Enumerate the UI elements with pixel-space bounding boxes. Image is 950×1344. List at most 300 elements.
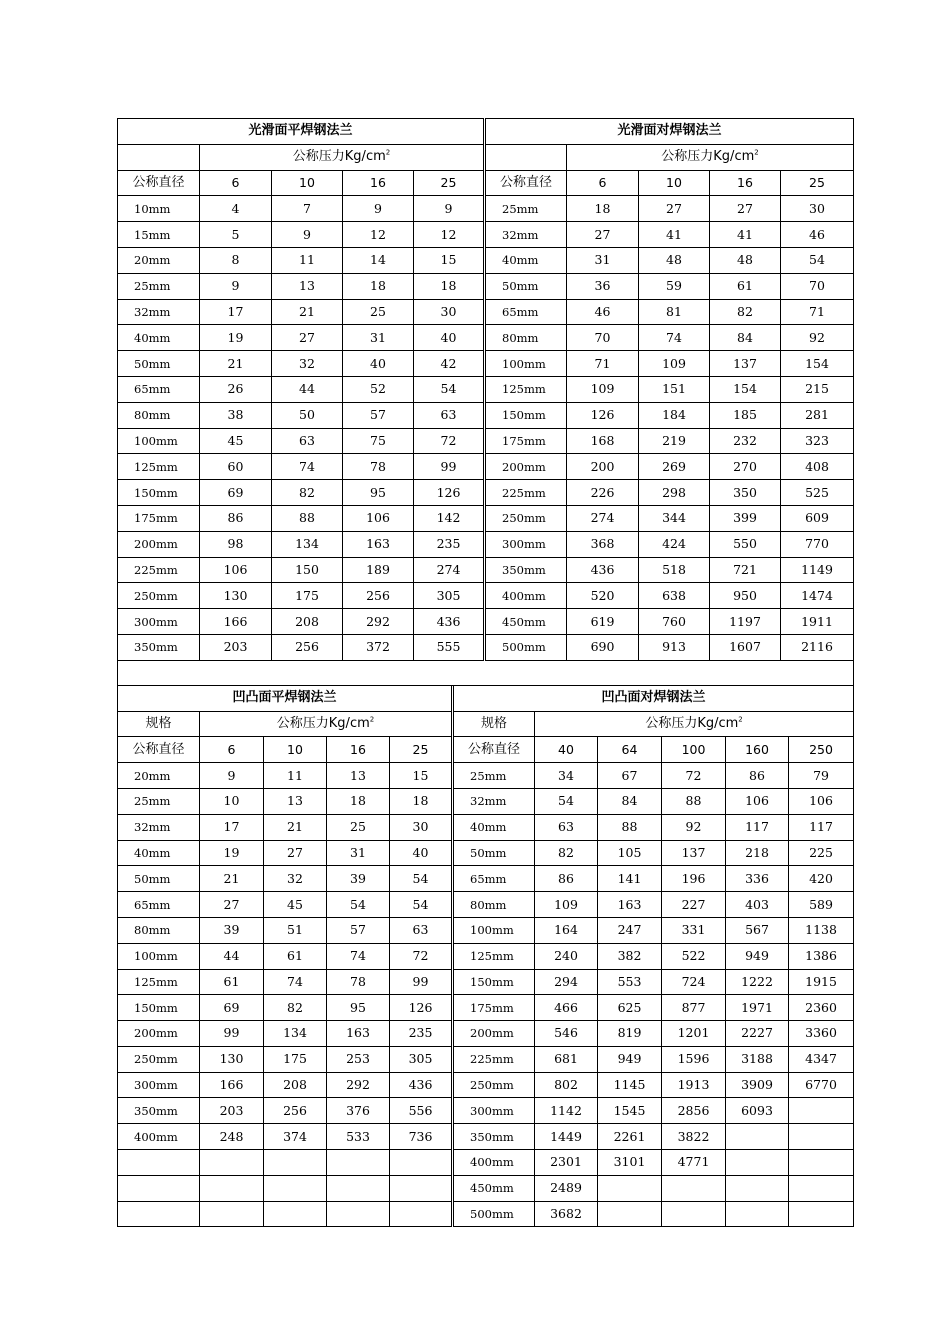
weight-cell: 18 — [567, 196, 639, 222]
nominal-diameter-cell: 100mm — [118, 428, 200, 454]
weight-cell: 9 — [414, 196, 485, 222]
weight-cell: 18 — [390, 788, 453, 814]
nominal-diameter-header: 公称直径 — [453, 737, 535, 763]
nominal-diameter-cell: 25mm — [453, 763, 535, 789]
weight-cell: 106 — [343, 505, 414, 531]
weight-cell: 61 — [710, 273, 781, 299]
weight-cell: 208 — [264, 1072, 327, 1098]
nominal-diameter-cell: 100mm — [485, 351, 567, 377]
blank-cell — [118, 144, 200, 170]
weight-cell: 323 — [781, 428, 854, 454]
weight-cell: 63 — [535, 814, 598, 840]
nominal-diameter-cell: 400mm — [453, 1150, 535, 1176]
weight-cell: 189 — [343, 557, 414, 583]
weight-cell: 1474 — [781, 583, 854, 609]
table-row — [118, 1175, 854, 1201]
nominal-diameter-cell: 175mm — [453, 995, 535, 1021]
smooth-flat-weld-title: 光滑面平焊钢法兰 — [118, 119, 485, 145]
nominal-diameter-cell — [118, 1201, 200, 1227]
weight-cell: 31 — [327, 840, 390, 866]
weight-cell — [598, 1175, 662, 1201]
weight-cell — [789, 1098, 854, 1124]
weight-cell: 18 — [343, 273, 414, 299]
weight-cell: 72 — [662, 763, 726, 789]
weight-cell: 54 — [781, 247, 854, 273]
table-row — [118, 531, 854, 557]
pressure-value: 25 — [390, 737, 453, 763]
table-row — [118, 866, 854, 892]
weight-cell: 95 — [327, 995, 390, 1021]
nominal-diameter-cell: 150mm — [485, 402, 567, 428]
table-row — [118, 814, 854, 840]
nominal-diameter-cell: 80mm — [118, 402, 200, 428]
table-row — [118, 943, 854, 969]
nominal-diameter-cell: 50mm — [485, 273, 567, 299]
weight-cell: 256 — [264, 1098, 327, 1124]
weight-cell: 99 — [200, 1021, 264, 1047]
nominal-diameter-cell: 32mm — [485, 222, 567, 248]
table-row — [118, 325, 854, 351]
pressure-label: 公称压力$Kg/cm^2$ — [200, 711, 453, 737]
nominal-diameter-cell: 40mm — [118, 325, 200, 351]
weight-cell: 74 — [327, 943, 390, 969]
nominal-diameter-cell: 50mm — [118, 866, 200, 892]
weight-cell: 553 — [598, 969, 662, 995]
weight-cell: 126 — [414, 480, 485, 506]
weight-cell: 34 — [535, 763, 598, 789]
nominal-diameter-cell: 200mm — [118, 531, 200, 557]
weight-cell: 3909 — [726, 1072, 789, 1098]
table-row — [118, 1124, 854, 1150]
table-row — [118, 995, 854, 1021]
table-row — [118, 634, 854, 660]
weight-cell — [789, 1175, 854, 1201]
nominal-diameter-cell: 300mm — [453, 1098, 535, 1124]
weight-cell: 63 — [272, 428, 343, 454]
pressure-value: 16 — [327, 737, 390, 763]
weight-cell: 9 — [343, 196, 414, 222]
table-row — [118, 480, 854, 506]
nominal-diameter-cell: 350mm — [485, 557, 567, 583]
weight-cell: 40 — [414, 325, 485, 351]
weight-cell: 59 — [639, 273, 710, 299]
weight-cell: 226 — [567, 480, 639, 506]
nominal-diameter-cell: 65mm — [485, 299, 567, 325]
nominal-diameter-cell: 40mm — [118, 840, 200, 866]
weight-cell: 109 — [639, 351, 710, 377]
weight-cell: 949 — [726, 943, 789, 969]
title-row — [118, 119, 854, 145]
weight-cell: 69 — [200, 480, 272, 506]
weight-cell: 30 — [390, 814, 453, 840]
weight-cell: 134 — [272, 531, 343, 557]
raised-face-flange-table — [117, 685, 854, 1228]
weight-cell: 248 — [200, 1124, 264, 1150]
nominal-diameter-cell: 200mm — [485, 454, 567, 480]
pressure-value: 16 — [343, 170, 414, 196]
weight-cell: 154 — [710, 376, 781, 402]
table-row — [118, 299, 854, 325]
weight-cell: 3360 — [789, 1021, 854, 1047]
weight-cell: 368 — [567, 531, 639, 557]
weight-cell — [390, 1201, 453, 1227]
weight-cell: 9 — [272, 222, 343, 248]
weight-cell: 74 — [272, 454, 343, 480]
weight-cell: 376 — [327, 1098, 390, 1124]
weight-cell: 82 — [272, 480, 343, 506]
weight-cell: 54 — [327, 892, 390, 918]
table-row — [118, 402, 854, 428]
weight-cell: 48 — [710, 247, 781, 273]
weight-cell: 4347 — [789, 1046, 854, 1072]
weight-cell — [390, 1150, 453, 1176]
weight-cell: 17 — [200, 814, 264, 840]
weight-cell: 372 — [343, 634, 414, 660]
weight-cell: 54 — [390, 892, 453, 918]
weight-cell: 232 — [710, 428, 781, 454]
weight-cell: 21 — [264, 814, 327, 840]
weight-cell: 50 — [272, 402, 343, 428]
weight-cell: 32 — [272, 351, 343, 377]
nominal-diameter-cell: 25mm — [485, 196, 567, 222]
weight-cell: 269 — [639, 454, 710, 480]
pressure-value: 25 — [781, 170, 854, 196]
weight-cell: 9 — [200, 273, 272, 299]
weight-cell: 92 — [662, 814, 726, 840]
weight-cell: 219 — [639, 428, 710, 454]
nominal-diameter-cell: 350mm — [118, 1098, 200, 1124]
weight-cell: 42 — [414, 351, 485, 377]
weight-cell: 525 — [781, 480, 854, 506]
weight-cell: 203 — [200, 1098, 264, 1124]
weight-cell: 256 — [272, 634, 343, 660]
weight-cell: 550 — [710, 531, 781, 557]
nominal-diameter-cell: 450mm — [453, 1175, 535, 1201]
nominal-diameter-cell: 125mm — [118, 969, 200, 995]
weight-cell: 88 — [272, 505, 343, 531]
weight-cell: 681 — [535, 1046, 598, 1072]
nominal-diameter-cell: 65mm — [118, 892, 200, 918]
weight-cell: 54 — [535, 788, 598, 814]
weight-cell: 32 — [264, 866, 327, 892]
weight-cell: 1913 — [662, 1072, 726, 1098]
spec-label: 规格 — [118, 711, 200, 737]
weight-cell: 294 — [535, 969, 598, 995]
weight-cell: 344 — [639, 505, 710, 531]
weight-cell — [726, 1124, 789, 1150]
weight-cell: 208 — [272, 609, 343, 635]
weight-cell: 567 — [726, 917, 789, 943]
weight-cell — [264, 1175, 327, 1201]
table-row — [118, 428, 854, 454]
weight-cell — [726, 1175, 789, 1201]
weight-cell: 2227 — [726, 1021, 789, 1047]
weight-cell — [264, 1150, 327, 1176]
nominal-diameter-cell: 175mm — [118, 505, 200, 531]
weight-cell — [662, 1175, 726, 1201]
pressure-header-row — [118, 737, 854, 763]
table-row — [118, 609, 854, 635]
weight-cell: 3822 — [662, 1124, 726, 1150]
weight-cell: 436 — [414, 609, 485, 635]
weight-cell: 31 — [567, 247, 639, 273]
weight-cell: 1545 — [598, 1098, 662, 1124]
weight-cell: 92 — [781, 325, 854, 351]
weight-cell: 3101 — [598, 1150, 662, 1176]
weight-cell: 556 — [390, 1098, 453, 1124]
weight-cell: 235 — [414, 531, 485, 557]
table-row — [118, 1072, 854, 1098]
table-row — [118, 557, 854, 583]
raised-flat-weld-title: 凹凸面平焊钢法兰 — [118, 685, 453, 711]
weight-cell: 4771 — [662, 1150, 726, 1176]
weight-cell: 99 — [390, 969, 453, 995]
weight-cell: 41 — [639, 222, 710, 248]
weight-cell: 26 — [200, 376, 272, 402]
weight-cell: 15 — [414, 247, 485, 273]
weight-cell: 70 — [567, 325, 639, 351]
nominal-diameter-cell: 400mm — [118, 1124, 200, 1150]
weight-cell — [200, 1201, 264, 1227]
weight-cell: 82 — [710, 299, 781, 325]
weight-cell: 12 — [414, 222, 485, 248]
weight-cell: 45 — [200, 428, 272, 454]
pressure-label: 公称压力$Kg/cm^2$ — [567, 144, 854, 170]
table-row — [118, 1150, 854, 1176]
nominal-diameter-cell: 225mm — [485, 480, 567, 506]
weight-cell: 2116 — [781, 634, 854, 660]
weight-cell: 436 — [390, 1072, 453, 1098]
table-row — [118, 454, 854, 480]
table-row — [118, 788, 854, 814]
nominal-diameter-cell: 300mm — [485, 531, 567, 557]
weight-cell: 274 — [414, 557, 485, 583]
blank-cell — [118, 660, 854, 685]
weight-cell — [390, 1175, 453, 1201]
weight-cell: 74 — [264, 969, 327, 995]
table-row — [118, 892, 854, 918]
table-row — [118, 1098, 854, 1124]
weight-cell: 200 — [567, 454, 639, 480]
weight-cell: 151 — [639, 376, 710, 402]
weight-cell: 2261 — [598, 1124, 662, 1150]
nominal-diameter-cell: 20mm — [118, 763, 200, 789]
weight-cell: 54 — [390, 866, 453, 892]
weight-cell: 10 — [200, 788, 264, 814]
weight-cell: 109 — [535, 892, 598, 918]
weight-cell: 51 — [264, 917, 327, 943]
weight-cell: 31 — [343, 325, 414, 351]
weight-cell: 14 — [343, 247, 414, 273]
weight-cell: 86 — [535, 866, 598, 892]
weight-cell: 17 — [200, 299, 272, 325]
weight-cell — [327, 1175, 390, 1201]
weight-cell: 215 — [781, 376, 854, 402]
weight-cell: 166 — [200, 1072, 264, 1098]
weight-cell: 336 — [726, 866, 789, 892]
nominal-diameter-cell: 10mm — [118, 196, 200, 222]
nominal-diameter-cell: 32mm — [118, 814, 200, 840]
spec-label: 规格 — [453, 711, 535, 737]
weight-cell: 13 — [272, 273, 343, 299]
weight-cell: 203 — [200, 634, 272, 660]
weight-cell: 420 — [789, 866, 854, 892]
table-row — [118, 247, 854, 273]
weight-cell: 168 — [567, 428, 639, 454]
weight-cell: 350 — [710, 480, 781, 506]
weight-cell: 67 — [598, 763, 662, 789]
weight-cell: 105 — [598, 840, 662, 866]
nominal-diameter-header: 公称直径 — [485, 170, 567, 196]
weight-cell: 63 — [414, 402, 485, 428]
table-row — [118, 351, 854, 377]
weight-cell: 82 — [264, 995, 327, 1021]
weight-cell: 3682 — [535, 1201, 598, 1227]
weight-cell: 1971 — [726, 995, 789, 1021]
nominal-diameter-cell: 32mm — [453, 788, 535, 814]
weight-cell: 6770 — [789, 1072, 854, 1098]
weight-cell: 609 — [781, 505, 854, 531]
weight-cell: 305 — [414, 583, 485, 609]
weight-cell: 57 — [343, 402, 414, 428]
weight-cell: 44 — [200, 943, 264, 969]
weight-cell: 382 — [598, 943, 662, 969]
weight-cell: 2489 — [535, 1175, 598, 1201]
nominal-diameter-cell: 300mm — [118, 1072, 200, 1098]
weight-cell: 9 — [200, 763, 264, 789]
weight-cell: 86 — [200, 505, 272, 531]
weight-cell: 466 — [535, 995, 598, 1021]
weight-cell: 949 — [598, 1046, 662, 1072]
pressure-value: 160 — [726, 737, 789, 763]
weight-cell: 163 — [343, 531, 414, 557]
weight-cell: 71 — [567, 351, 639, 377]
pressure-value: 250 — [789, 737, 854, 763]
weight-cell: 75 — [343, 428, 414, 454]
weight-cell: 11 — [264, 763, 327, 789]
weight-cell — [726, 1201, 789, 1227]
weight-cell: 305 — [390, 1046, 453, 1072]
nominal-diameter-cell: 100mm — [118, 943, 200, 969]
weight-cell: 27 — [200, 892, 264, 918]
weight-cell: 88 — [598, 814, 662, 840]
weight-cell: 247 — [598, 917, 662, 943]
weight-cell: 533 — [327, 1124, 390, 1150]
smooth-butt-weld-title: 光滑面对焊钢法兰 — [485, 119, 854, 145]
weight-cell: 2301 — [535, 1150, 598, 1176]
weight-cell: 40 — [343, 351, 414, 377]
weight-cell: 61 — [264, 943, 327, 969]
weight-cell: 78 — [327, 969, 390, 995]
weight-cell: 256 — [343, 583, 414, 609]
nominal-diameter-cell: 125mm — [485, 376, 567, 402]
weight-cell — [789, 1201, 854, 1227]
weight-cell: 7 — [272, 196, 343, 222]
weight-cell: 819 — [598, 1021, 662, 1047]
pressure-label-row — [118, 711, 854, 737]
weight-cell: 46 — [567, 299, 639, 325]
weight-cell: 134 — [264, 1021, 327, 1047]
weight-cell: 41 — [710, 222, 781, 248]
weight-cell: 109 — [567, 376, 639, 402]
raised-butt-weld-title: 凹凸面对焊钢法兰 — [453, 685, 854, 711]
weight-cell: 72 — [414, 428, 485, 454]
weight-cell: 3188 — [726, 1046, 789, 1072]
weight-cell: 1386 — [789, 943, 854, 969]
weight-cell: 30 — [781, 196, 854, 222]
weight-cell: 78 — [343, 454, 414, 480]
weight-cell: 802 — [535, 1072, 598, 1098]
weight-cell: 18 — [414, 273, 485, 299]
weight-cell — [327, 1201, 390, 1227]
nominal-diameter-cell: 225mm — [453, 1046, 535, 1072]
weight-cell: 331 — [662, 917, 726, 943]
smooth-face-flange-table — [117, 118, 854, 686]
nominal-diameter-cell: 65mm — [453, 866, 535, 892]
weight-cell: 770 — [781, 531, 854, 557]
weight-cell: 52 — [343, 376, 414, 402]
nominal-diameter-cell: 500mm — [485, 634, 567, 660]
weight-cell: 18 — [327, 788, 390, 814]
weight-cell: 196 — [662, 866, 726, 892]
weight-cell: 240 — [535, 943, 598, 969]
weight-cell: 106 — [789, 788, 854, 814]
nominal-diameter-cell: 250mm — [118, 1046, 200, 1072]
weight-cell: 589 — [789, 892, 854, 918]
weight-cell: 520 — [567, 583, 639, 609]
weight-cell: 27 — [272, 325, 343, 351]
nominal-diameter-header: 公称直径 — [118, 170, 200, 196]
weight-cell: 522 — [662, 943, 726, 969]
weight-cell: 84 — [710, 325, 781, 351]
weight-cell: 2856 — [662, 1098, 726, 1124]
weight-cell: 736 — [390, 1124, 453, 1150]
nominal-diameter-cell: 200mm — [453, 1021, 535, 1047]
weight-cell: 39 — [200, 917, 264, 943]
weight-cell: 227 — [662, 892, 726, 918]
pressure-value: 6 — [567, 170, 639, 196]
weight-cell: 1197 — [710, 609, 781, 635]
weight-cell: 270 — [710, 454, 781, 480]
table-row — [118, 505, 854, 531]
weight-cell: 1201 — [662, 1021, 726, 1047]
weight-cell: 40 — [390, 840, 453, 866]
weight-cell: 292 — [327, 1072, 390, 1098]
pressure-label: 公称压力$Kg/cm^2$ — [535, 711, 854, 737]
nominal-diameter-cell: 20mm — [118, 247, 200, 273]
weight-cell: 163 — [327, 1021, 390, 1047]
weight-cell: 142 — [414, 505, 485, 531]
nominal-diameter-cell: 125mm — [118, 454, 200, 480]
weight-cell: 877 — [662, 995, 726, 1021]
nominal-diameter-cell: 50mm — [453, 840, 535, 866]
weight-cell: 126 — [390, 995, 453, 1021]
weight-cell: 298 — [639, 480, 710, 506]
weight-cell: 19 — [200, 840, 264, 866]
weight-cell: 253 — [327, 1046, 390, 1072]
weight-cell: 130 — [200, 583, 272, 609]
weight-cell: 71 — [781, 299, 854, 325]
weight-cell: 36 — [567, 273, 639, 299]
weight-cell: 99 — [414, 454, 485, 480]
weight-cell — [789, 1124, 854, 1150]
pressure-value: 6 — [200, 170, 272, 196]
weight-cell: 1607 — [710, 634, 781, 660]
nominal-diameter-cell: 250mm — [118, 583, 200, 609]
weight-cell: 12 — [343, 222, 414, 248]
nominal-diameter-cell: 300mm — [118, 609, 200, 635]
weight-cell: 760 — [639, 609, 710, 635]
